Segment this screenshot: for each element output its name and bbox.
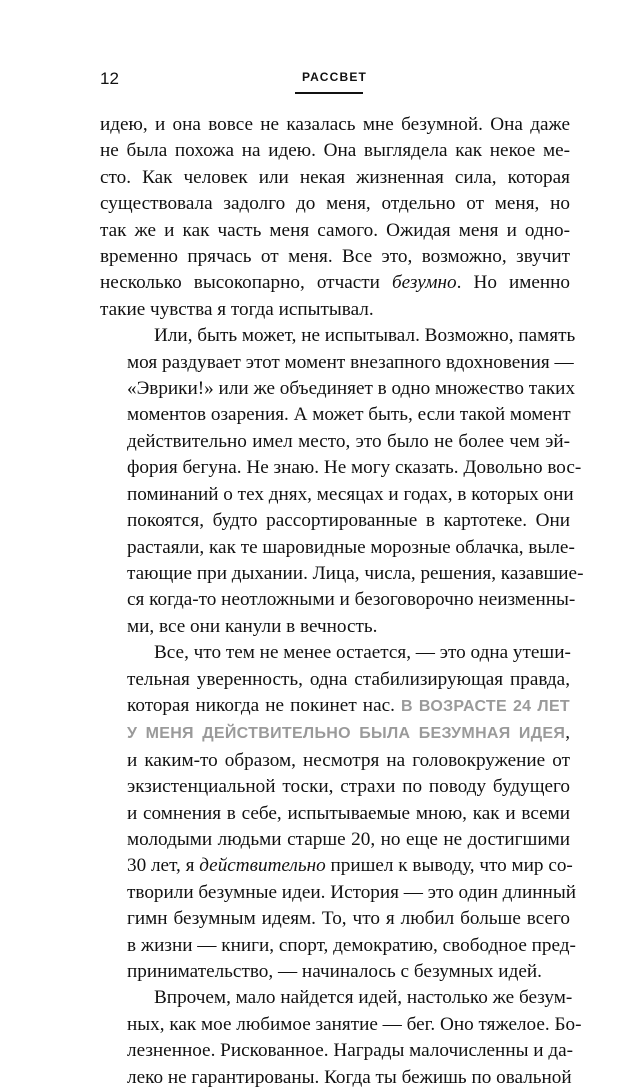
text-line: так же и как часть меня самого. Ожидая меня и одно- bbox=[100, 219, 570, 241]
text-line bbox=[100, 270, 570, 296]
text-segment: несколько высокопарно, отчасти bbox=[100, 272, 392, 294]
running-title: РАССВЕТ bbox=[302, 70, 368, 84]
paragraph-4 bbox=[100, 985, 582, 1091]
text-line: временно прячась от меня. Все это, возможно, звучит bbox=[100, 246, 570, 268]
paragraph-1 bbox=[100, 112, 570, 323]
text-segment: . Но именно bbox=[456, 272, 570, 294]
text-line bbox=[100, 853, 573, 879]
paragraph-3 bbox=[100, 640, 576, 985]
text-segment: которая никогда не покинет нас. bbox=[127, 694, 401, 716]
text-line: покоятся, будто рассортированные в картотеке. Они bbox=[127, 510, 570, 532]
text-segment: , bbox=[565, 722, 570, 744]
text-line: в жизни — книги, спорт, демократию, свободное пред- bbox=[127, 934, 576, 956]
text-line: действительно имел место, это было не более чем эй- bbox=[127, 430, 570, 452]
page-number: 12 bbox=[100, 69, 119, 88]
text-segment: пришел к выводу, что мир со- bbox=[325, 855, 573, 877]
text-line: принимательство, — начиналось с безумных идей. bbox=[127, 961, 542, 982]
text-line: гимн безумным идеям. То, что я любил больше всего bbox=[127, 908, 570, 930]
text-line: растаяли, как те шаровидные морозные облачка, выле- bbox=[127, 536, 575, 558]
text-line: моя раздувает этот момент внезапного вдохновения — bbox=[127, 351, 574, 373]
text-line: ми, все они канули в вечность. bbox=[127, 615, 378, 637]
text-segment: 30 лет, я bbox=[127, 855, 200, 877]
body-text bbox=[100, 112, 584, 1091]
text-line: лезненное. Рискованное. Награды малочисленны и да- bbox=[127, 1040, 574, 1062]
text-line: и сомнения в себе, испытываемые мною, как и всеми bbox=[127, 802, 570, 824]
highlighted-phrase: В ВОЗРАСТЕ 24 ЛЕТ bbox=[401, 697, 570, 715]
paragraph-2 bbox=[100, 323, 584, 640]
text-line: леко не гарантированы. Когда ты бежишь по овальной bbox=[127, 1066, 572, 1088]
text-line: «Эврики!» или же объединяет в одно множество таких bbox=[127, 378, 576, 400]
text-line: Или, быть может, не испытывал. Возможно, память bbox=[154, 325, 576, 347]
text-line: и каким-то образом, несмотря на головокружение от bbox=[127, 749, 570, 771]
text-line: ся когда-то неотложными и безоговорочно неизменны- bbox=[127, 589, 576, 611]
italic-word: действительно bbox=[199, 855, 326, 877]
highlighted-phrase: У МЕНЯ ДЕЙСТВИТЕЛЬНО БЫЛА БЕЗУМНАЯ ИДЕЯ bbox=[127, 725, 566, 743]
text-line: моментов озарения. А может быть, если такой момент bbox=[127, 404, 571, 426]
text-line bbox=[100, 720, 570, 747]
header-rule bbox=[295, 92, 363, 94]
text-line: поминаний о тех днях, месяцах и годах, в которых они bbox=[127, 483, 574, 505]
text-line: Впрочем, мало найдется идей, настолько же безум- bbox=[154, 987, 573, 1009]
text-line: тельная уверенность, одна стабилизирующая правда, bbox=[127, 668, 570, 690]
text-line: экзистенциальной тоски, страхи по поводу будущего bbox=[127, 776, 570, 798]
text-line: творили безумные идеи. История — это один длинный bbox=[127, 881, 576, 903]
text-line: такие чувства я тогда испытывал. bbox=[100, 298, 374, 320]
text-line: сто. Как человек или некая жизненная сила, которая bbox=[100, 166, 570, 188]
text-line: идею, и она вовсе не казалась мне безумной. Она даже bbox=[100, 114, 570, 135]
text-line bbox=[100, 693, 570, 720]
text-line: не была похожа на идею. Она выглядела как некое ме- bbox=[100, 140, 570, 162]
text-line: фория бегуна. Не знаю. Не могу сказать. Довольно вос- bbox=[127, 457, 582, 479]
text-line: ных, как мое любимое занятие — бег. Оно тяжелое. Бо- bbox=[127, 1013, 582, 1035]
text-line: существовала задолго до меня, отдельно от меня, но bbox=[100, 193, 570, 215]
text-line: молодыми людьми старше 20, но еще не достигшими bbox=[127, 828, 570, 850]
italic-word: безумно bbox=[391, 272, 457, 294]
text-line: тающие при дыхании. Лица, числа, решения, казавшие- bbox=[127, 562, 584, 584]
text-line: Все, что тем не менее остается, — это одна утеши- bbox=[154, 642, 571, 664]
